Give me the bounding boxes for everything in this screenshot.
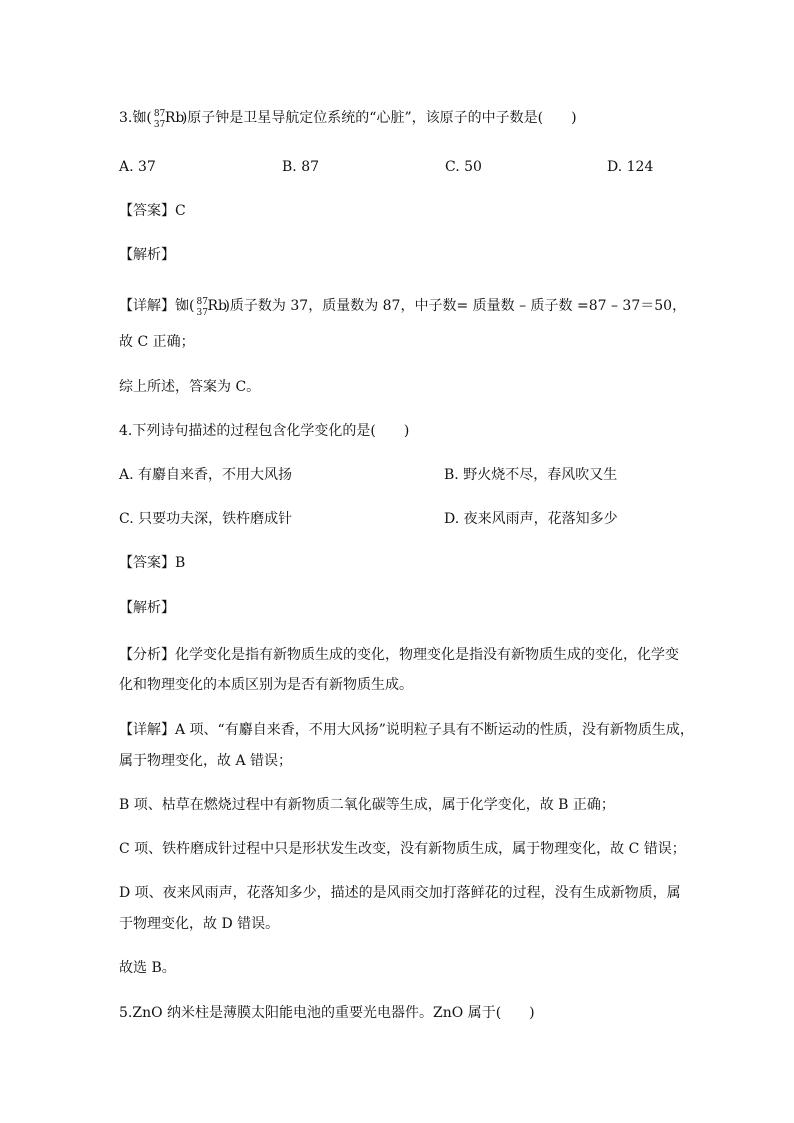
q4-stem: 4.下列诗句描述的过程包含化学变化的是( ) (119, 423, 410, 439)
q4-detail-line6: 于物理变化，故 D 错误。 (119, 916, 280, 932)
q3-summary: 综上所述，答案为 C。 (119, 379, 261, 395)
q4-option-c: C. 只要功夫深，铁杵磨成针 (119, 511, 293, 527)
q3-stem-pre: 3.铷( (119, 110, 152, 126)
q5-stem: 5.ZnO 纳米柱是薄膜太阳能电池的重要光电器件。ZnO 属于( ) (119, 1005, 535, 1021)
q4-detail-line1: 【详解】A 项、“有麝自来香，不用大风扬”说明粒子具有不断运动的性质，没有新物质生成， (119, 722, 694, 738)
q4-option-a: A. 有麝自来香，不用大风扬 (119, 467, 293, 483)
q3-option-b: B. 87 (282, 159, 320, 175)
q3-option-d: D. 124 (607, 159, 654, 175)
q3-detail-pre: 【详解】铷( (119, 298, 195, 314)
q3-option-a: A. 37 (119, 159, 156, 175)
q4-analysis-heading: 【解析】 (119, 600, 175, 616)
q3-detail-post: )质子数为 37，质量数为 87，中子数= 质量数 – 质子数 =87 – 37＝50， (224, 298, 687, 314)
q4-option-b: B. 野火烧不尽，春风吹又生 (444, 467, 618, 483)
q3-answer: 【答案】C (119, 203, 186, 219)
rb-nuclide-symbol: 87 37 Rb (196, 297, 227, 318)
q3-stem-post: )原子钟是卫星导航定位系统的“心脏”，该原子的中子数是( ) (181, 110, 577, 126)
q4-answer: 【答案】B (119, 555, 186, 571)
q4-option-d: D. 夜来风雨声，花落知多少 (444, 511, 618, 527)
q3-detail-line1 (119, 296, 686, 316)
q3-option-c: C. 50 (445, 159, 482, 175)
q4-detail-line5: D 项、夜来风雨声，花落知多少，描述的是风雨交加打落鲜花的过程，没有生成新物质，属 (119, 885, 681, 901)
q3-stem (119, 108, 577, 128)
rb-nuclide-symbol: 87 37 Rb (153, 109, 185, 130)
q4-conclusion: 故选 B。 (119, 960, 176, 976)
q3-analysis-heading: 【解析】 (119, 247, 175, 263)
q4-detail-line2: 属于物理变化，故 A 错误； (119, 753, 293, 769)
q4-analysis-line2: 化和物理变化的本质区别为是否有新物质生成。 (119, 677, 413, 693)
q4-detail-line4: C 项、铁杵磨成针过程中只是形状发生改变，没有新物质生成，属于物理变化，故 C 错误； (119, 841, 686, 857)
q3-detail-line2: 故 C 正确； (119, 334, 195, 350)
q4-detail-line3: B 项、枯草在燃烧过程中有新物质二氧化碳等生成，属于化学变化，故 B 正确； (119, 797, 615, 813)
q4-analysis-line1: 【分析】化学变化是指有新物质生成的变化，物理变化是指没有新物质生成的变化，化学变 (119, 647, 679, 663)
